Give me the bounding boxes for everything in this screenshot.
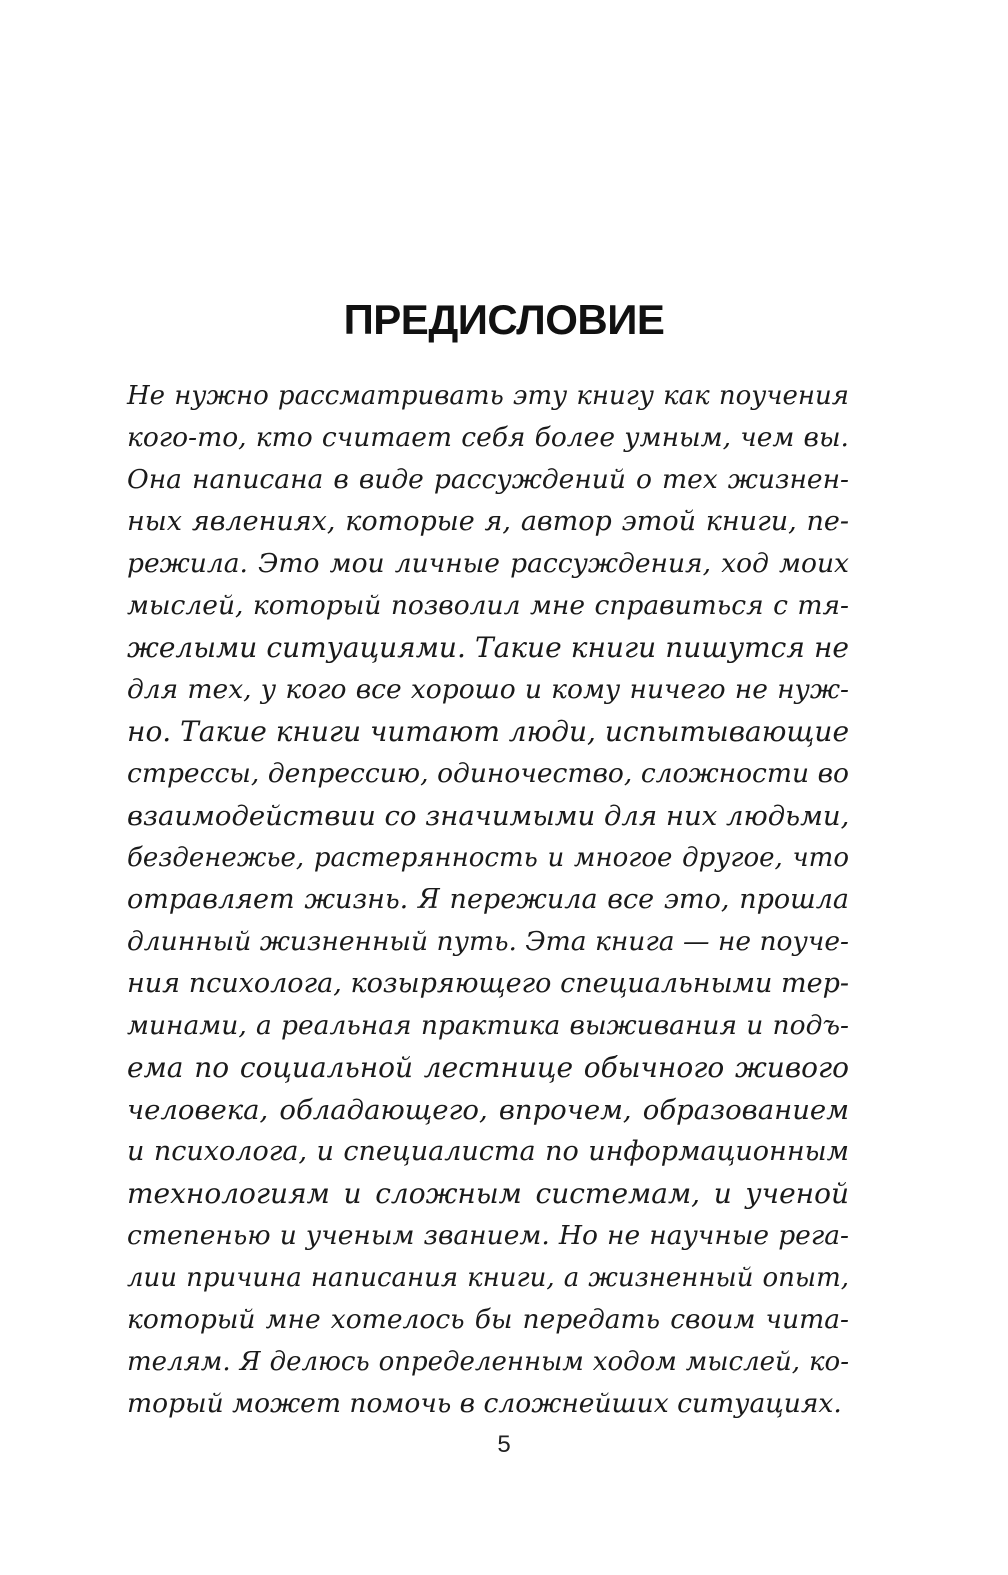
text-line: длинный жизненный путь. Эта книга — не поуче- [127, 926, 849, 957]
text-line: торый может помочь в сложнейших ситуациях. [127, 1388, 842, 1419]
text-line: который мне хотелось бы передать своим чита- [127, 1304, 849, 1335]
body-paragraph [127, 375, 849, 1425]
text-line: минами, а реальная практика выживания и подъ- [127, 1010, 849, 1041]
text-line: отравляет жизнь. Я пережила все это, прошла [127, 884, 849, 915]
text-line: Она написана в виде рассуждений о тех жизнен- [127, 464, 849, 495]
text-line: но. Такие книги читают люди, испытывающие [127, 715, 850, 748]
text-line: и психолога, и специалиста по информационным [127, 1136, 849, 1167]
text-line: степенью и ученым званием. Но не научные рега- [127, 1220, 849, 1251]
text-line: желыми ситуациями. Такие книги пишутся не [127, 631, 849, 664]
text-line: Не нужно рассматривать эту книгу как поучения [127, 381, 849, 411]
text-line: ема по социальной лестнице обычного живого [127, 1051, 849, 1084]
page-number: 5 [497, 1431, 511, 1458]
chapter-title: ПРЕДИСЛОВИЕ [343, 296, 665, 343]
text-line: мыслей, который позволил мне справиться с тя- [127, 590, 849, 621]
text-line: технологиям и сложным системам, и ученой [127, 1177, 849, 1210]
text-line: безденежье, растерянность и многое другое, что [127, 843, 849, 873]
text-line: кого-то, кто считает себя более умным, чем вы. [127, 422, 849, 453]
text-line: лии причина написания книги, а жизненный опыт, [127, 1263, 849, 1293]
text-line: стрессы, депрессию, одиночество, сложности во [127, 758, 849, 789]
text-line: человека, обладающего, впрочем, образованием [127, 1094, 849, 1126]
text-line: телям. Я делюсь определенным ходом мыслей, ко- [127, 1347, 849, 1377]
text-line: взаимодействии со значимыми для них людьми, [127, 800, 850, 832]
text-line: режила. Это мои личные рассуждения, ход моих [127, 548, 849, 579]
text-line: ных явлениях, которые я, автор этой книги, пе- [127, 506, 849, 537]
text-line: для тех, у кого все хорошо и кому ничего не нуж- [127, 674, 849, 705]
text-line: ния психолога, козыряющего специальными тер- [127, 968, 849, 999]
